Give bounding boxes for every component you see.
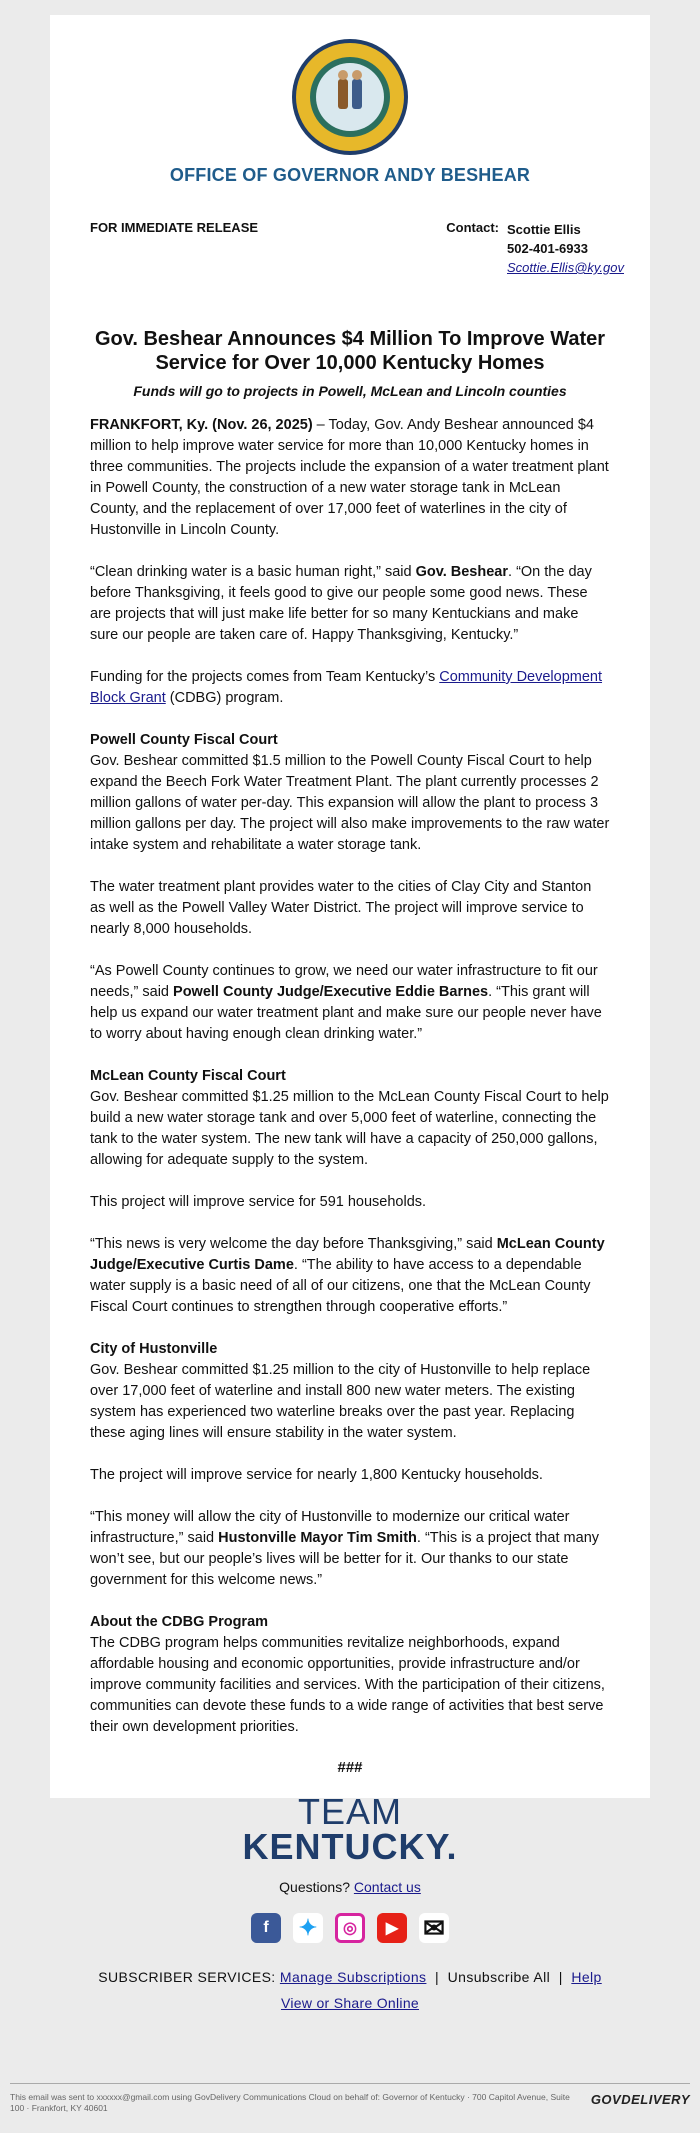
quote: “This money will allow the city of Hustonville to modernize our critical water infrastructure,” said Hustonville Mayor Tim Smith. “This is a project that many won’t see, but our people’s lives will be better for it. Our thanks to our state government for this welcome news.” bbox=[90, 1509, 600, 1588]
contact-email-link[interactable]: Scottie.Ellis@ky.gov bbox=[507, 260, 624, 275]
contact-phone: 502-401-6933 bbox=[507, 241, 588, 256]
instagram-icon[interactable]: ◎ bbox=[335, 1913, 365, 1943]
release-block bbox=[70, 220, 630, 277]
contact-name: Scottie Ellis bbox=[507, 222, 581, 237]
twitter-icon[interactable]: ✦ bbox=[293, 1913, 323, 1943]
paragraph: The water treatment plant provides water to the cities of Clay City and Stanton as well as the Powell Valley Water District. The project will improve service to nearly 8,000 households. bbox=[90, 879, 592, 937]
unsubscribe-all[interactable]: Unsubscribe All bbox=[447, 1969, 551, 1985]
govdelivery-logo: GOVDELIVERY bbox=[590, 2092, 690, 2107]
paragraph: “Clean drinking water is a basic human right,” said Gov. Beshear. “On the day before Thanksgiving, it feels good to give our people some good news. These are projects that will just make life better for so many Kentuckians and make sure our people are taken care of. Happy Thanksgiving, Kentucky.” bbox=[90, 564, 592, 643]
paragraph: Funding for the projects comes from Team Kentucky’s Community Development Block Grant (CDBG) program. bbox=[90, 669, 603, 706]
contact-us-link[interactable]: Contact us bbox=[353, 1879, 421, 1895]
paragraph: FRANKFORT, Ky. (Nov. 26, 2025) – Today, Gov. Andy Beshear announced $4 million to help improve water service for more than 10,000 Kentucky homes in three communities. The projects include the expansion of a water treatment plant in Powell County, the construction of a new water storage tank in McLean County, and the replacement of over 17,000 feet of waterlines in the city of Hustonville in Lincoln County. bbox=[90, 417, 609, 538]
footer bbox=[0, 1791, 700, 2011]
paragraph: The project will improve service for nearly 1,800 Kentucky households. bbox=[90, 1467, 543, 1483]
questions-line: Questions? Contact us bbox=[279, 1879, 421, 1895]
section-title: Powell County Fiscal Court bbox=[90, 732, 278, 748]
quote: “As Powell County continues to grow, we need our water infrastructure to fit our needs,” said Powell County Judge/Executive Eddie Barnes. “This grant will help us expand our water treatment plant and make sure our people never have to worry about having enough clean drinking water.” bbox=[90, 963, 602, 1042]
subheadline: Funds will go to projects in Powell, McLean and Lincoln counties bbox=[133, 383, 567, 399]
contact-block bbox=[446, 220, 624, 277]
section-powell: Powell County Fiscal Court Gov. Beshear committed $1.5 million to the Powell County Fiscal Court to help expand the Beech Fork Water Treatment Plant. The plant currently processes 2 million gallons of water per-day. This expansion will allow the plant to process 3 million gallons per day. The project will also make improvements to the raw water intake system and rehabilitate a water storage tank. bbox=[90, 732, 610, 853]
facebook-icon[interactable]: f bbox=[251, 1913, 281, 1943]
view-online-link[interactable]: View or Share Online bbox=[280, 1995, 420, 2011]
disclaimer: This email was sent to xxxxxx@gmail.com using GovDelivery Communications Cloud on behalf of: Governor of Kentucky · 700 Capitol Avenue, Suite 100 · Frankfort, KY 40601 GOVDELIVERY bbox=[10, 2083, 690, 2114]
kentucky-seal bbox=[70, 37, 630, 157]
email-icon[interactable]: ✉ bbox=[419, 1913, 449, 1943]
help-link[interactable]: Help bbox=[571, 1969, 602, 1985]
cdbg-link[interactable]: Community Development Block Grant bbox=[90, 669, 603, 706]
section-title: City of Hustonville bbox=[90, 1341, 218, 1357]
section-cdbg: About the CDBG Program The CDBG program helps communities revitalize neighborhoods, expand affordable housing and economic opportunities, provide infrastructure and/or improve community facilities and services. With the participation of their citizens, communities can devote these funds to a wide range of activities that best serve their own development priorities. bbox=[90, 1612, 610, 1738]
dateline: FRANKFORT, Ky. (Nov. 26, 2025) bbox=[90, 417, 313, 433]
office-title: OFFICE OF GOVERNOR ANDY BESHEAR bbox=[169, 165, 531, 185]
section-mclean: McLean County Fiscal Court Gov. Beshear committed $1.25 million to the McLean County Fiscal Court to help build a new water storage tank and over 5,000 feet of waterline, connecting the tank to the water system. The new tank will have a capacity of 250,000 gallons, allowing for adequate supply to the system. bbox=[90, 1068, 609, 1168]
section-title: McLean County Fiscal Court bbox=[90, 1068, 286, 1084]
paragraph: This project will improve service for 591 households. bbox=[90, 1194, 427, 1210]
manage-subscriptions-link[interactable]: Manage Subscriptions bbox=[279, 1969, 427, 1985]
team-kentucky-logo: TEAM KENTUCKY. bbox=[242, 1791, 458, 1867]
release-label: FOR IMMEDIATE RELEASE bbox=[90, 220, 259, 235]
press-release-card bbox=[50, 15, 650, 1798]
quote: “This news is very welcome the day before Thanksgiving,” said McLean County Judge/Executive Curtis Dame. “The ability to have access to a dependable water supply is a basic need of all of our citizens, one that the McLean County Fiscal Court continues to strengthen through cooperative efforts.” bbox=[90, 1236, 605, 1315]
end-mark: ### bbox=[337, 1759, 363, 1776]
subscriber-services: SUBSCRIBER SERVICES: Manage Subscriptions | Unsubscribe All | Help bbox=[98, 1969, 602, 1985]
section-title: About the CDBG Program bbox=[90, 1614, 269, 1630]
social-links bbox=[0, 1913, 700, 1943]
article-body bbox=[70, 415, 630, 1738]
contact-label: Contact: bbox=[446, 220, 499, 235]
youtube-icon[interactable]: ▶ bbox=[377, 1913, 407, 1943]
section-hustonville: City of Hustonville Gov. Beshear committed $1.25 million to the city of Hustonville to help replace over 17,000 feet of waterline and install 800 new water meters. The existing system has experienced two waterline breaks over the past year. Replacing these aging lines will ensure stability in the water system. bbox=[90, 1339, 610, 1444]
headline: Gov. Beshear Announces $4 Million To Improve Water Service for Over 10,000 Kentucky Homes bbox=[94, 328, 606, 374]
